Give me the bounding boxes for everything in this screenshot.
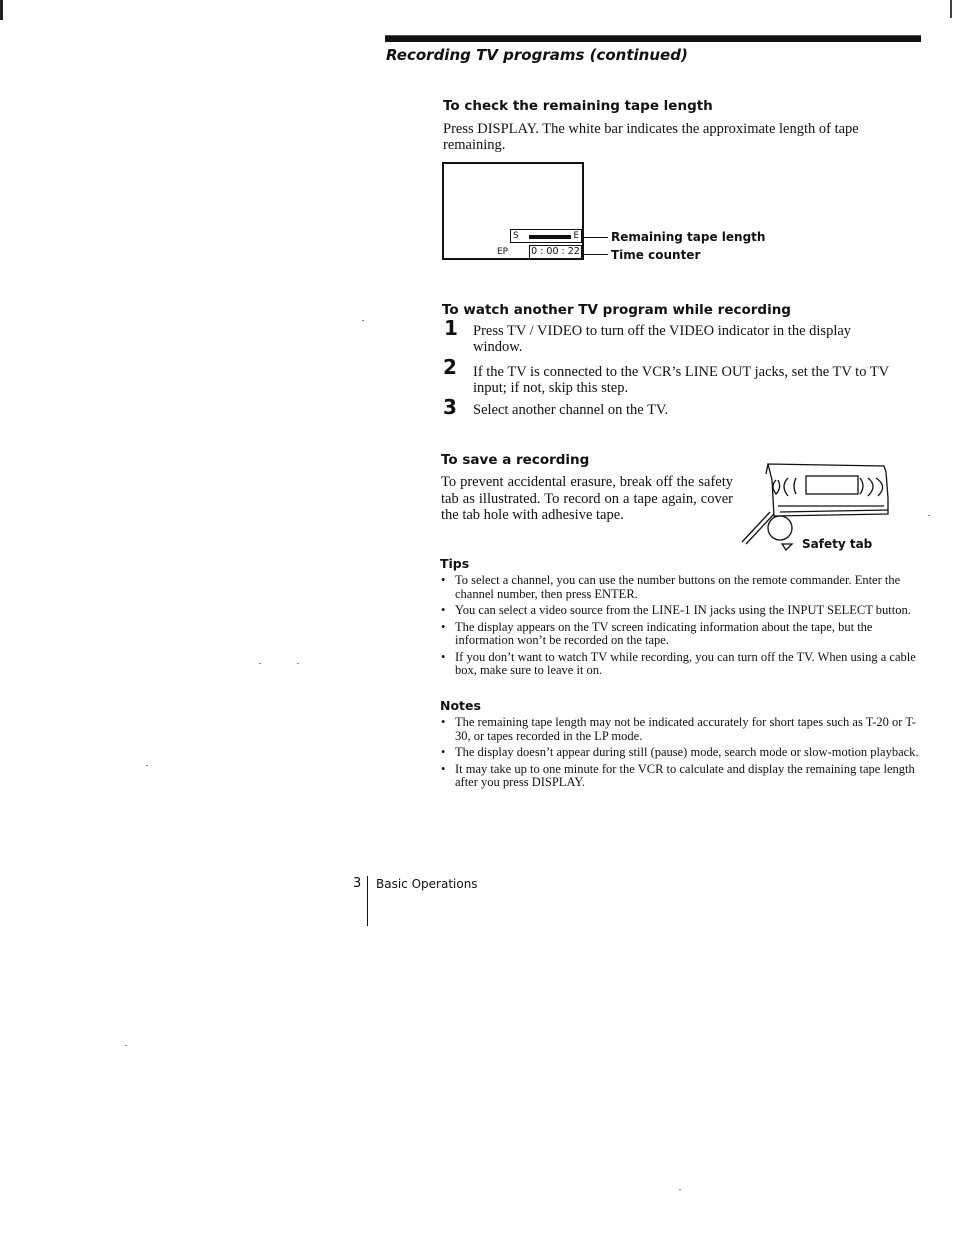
callout-leader [584, 237, 608, 238]
bullet: • [441, 649, 446, 664]
footer-section-label: Basic Operations [376, 877, 478, 891]
bullet: • [441, 715, 446, 729]
section-heading-watch: To watch another TV program while recording [442, 302, 791, 318]
note-item: • The display doesn’t appear during still (pause) mode, search mode or slow-motion playback. [441, 745, 919, 759]
bullet: • [441, 761, 446, 776]
running-head: Recording TV programs (continued) [386, 46, 688, 64]
tape-bar-end-label: E [573, 231, 579, 241]
scan-speck [297, 663, 299, 664]
bullet: • [441, 619, 446, 634]
page-number: 3 [353, 876, 362, 891]
tips-list [441, 574, 919, 681]
section-heading-save: To save a recording [441, 452, 590, 468]
footer-rule [367, 876, 368, 926]
tip-item: • If you don’t want to watch TV while recording, you can turn off the TV. When using a cable box, make sure to leave it on. [441, 649, 916, 677]
tape-speed-label: EP [497, 247, 509, 257]
page-edge-mark [0, 0, 3, 20]
tip-item: • To select a channel, you can use the number buttons on the remote commander. Enter the channel number, then press ENTER. [441, 573, 901, 601]
callout-time-counter: Time counter [611, 248, 701, 262]
header-rule [385, 36, 921, 42]
note-item: • It may take up to one minute for the VCR to calculate and display the remaining tape length after you press DISPLAY. [441, 761, 915, 789]
remaining-tape-bar [510, 229, 582, 243]
scan-speck [259, 663, 261, 664]
bullet: • [441, 573, 446, 587]
tape-length-body: Press DISPLAY. The white bar indicates the approximate length of tape remaining. [443, 121, 859, 153]
scan-speck [362, 320, 364, 321]
callout-safety-tab: Safety tab [802, 537, 873, 551]
scan-speck [146, 765, 148, 766]
scan-speck [125, 1045, 127, 1046]
step-text: If the TV is connected to the VCR’s LINE OUT jacks, set the TV to TV input; if not, skip this step. [473, 364, 889, 396]
tip-item: • You can select a video source from the LINE-1 IN jacks using the INPUT SELECT button. [441, 603, 911, 617]
callout-remaining-tape: Remaining tape length [611, 230, 766, 244]
tape-bar-start-label: S [513, 231, 519, 241]
notes-heading: Notes [440, 698, 481, 713]
page-edge-mark [950, 0, 952, 18]
step-number: 1 [444, 316, 458, 340]
step-number: 2 [443, 355, 457, 379]
step-number: 3 [443, 395, 457, 419]
tip-item: • The display appears on the TV screen indicating information about the tape, but the information won’t be recorded on the tape. [441, 619, 873, 647]
step-text: Press TV / VIDEO to turn off the VIDEO indicator in the display window. [473, 323, 852, 355]
tips-heading: Tips [440, 556, 470, 571]
time-counter-display: 0 : 00 : 22 [529, 245, 582, 259]
callout-leader [584, 254, 608, 255]
note-item: • The remaining tape length may not be indicated accurately for short tapes such as T-20 or T-30, or tapes recorded in the LP mode. [441, 715, 916, 743]
step-text: Select another channel on the TV. [473, 402, 669, 418]
scan-speck [928, 515, 930, 516]
scan-speck [679, 1189, 681, 1190]
section-heading-tape-length: To check the remaining tape length [443, 98, 713, 114]
bullet: • [441, 745, 446, 759]
notes-list [441, 716, 919, 793]
tape-bar-fill [529, 235, 571, 239]
save-body: To prevent accidental erasure, break off the safety tab as illustrated. To record on a tape again, cover the tab hole with adhesive tape. [441, 474, 733, 523]
bullet: • [441, 603, 446, 617]
